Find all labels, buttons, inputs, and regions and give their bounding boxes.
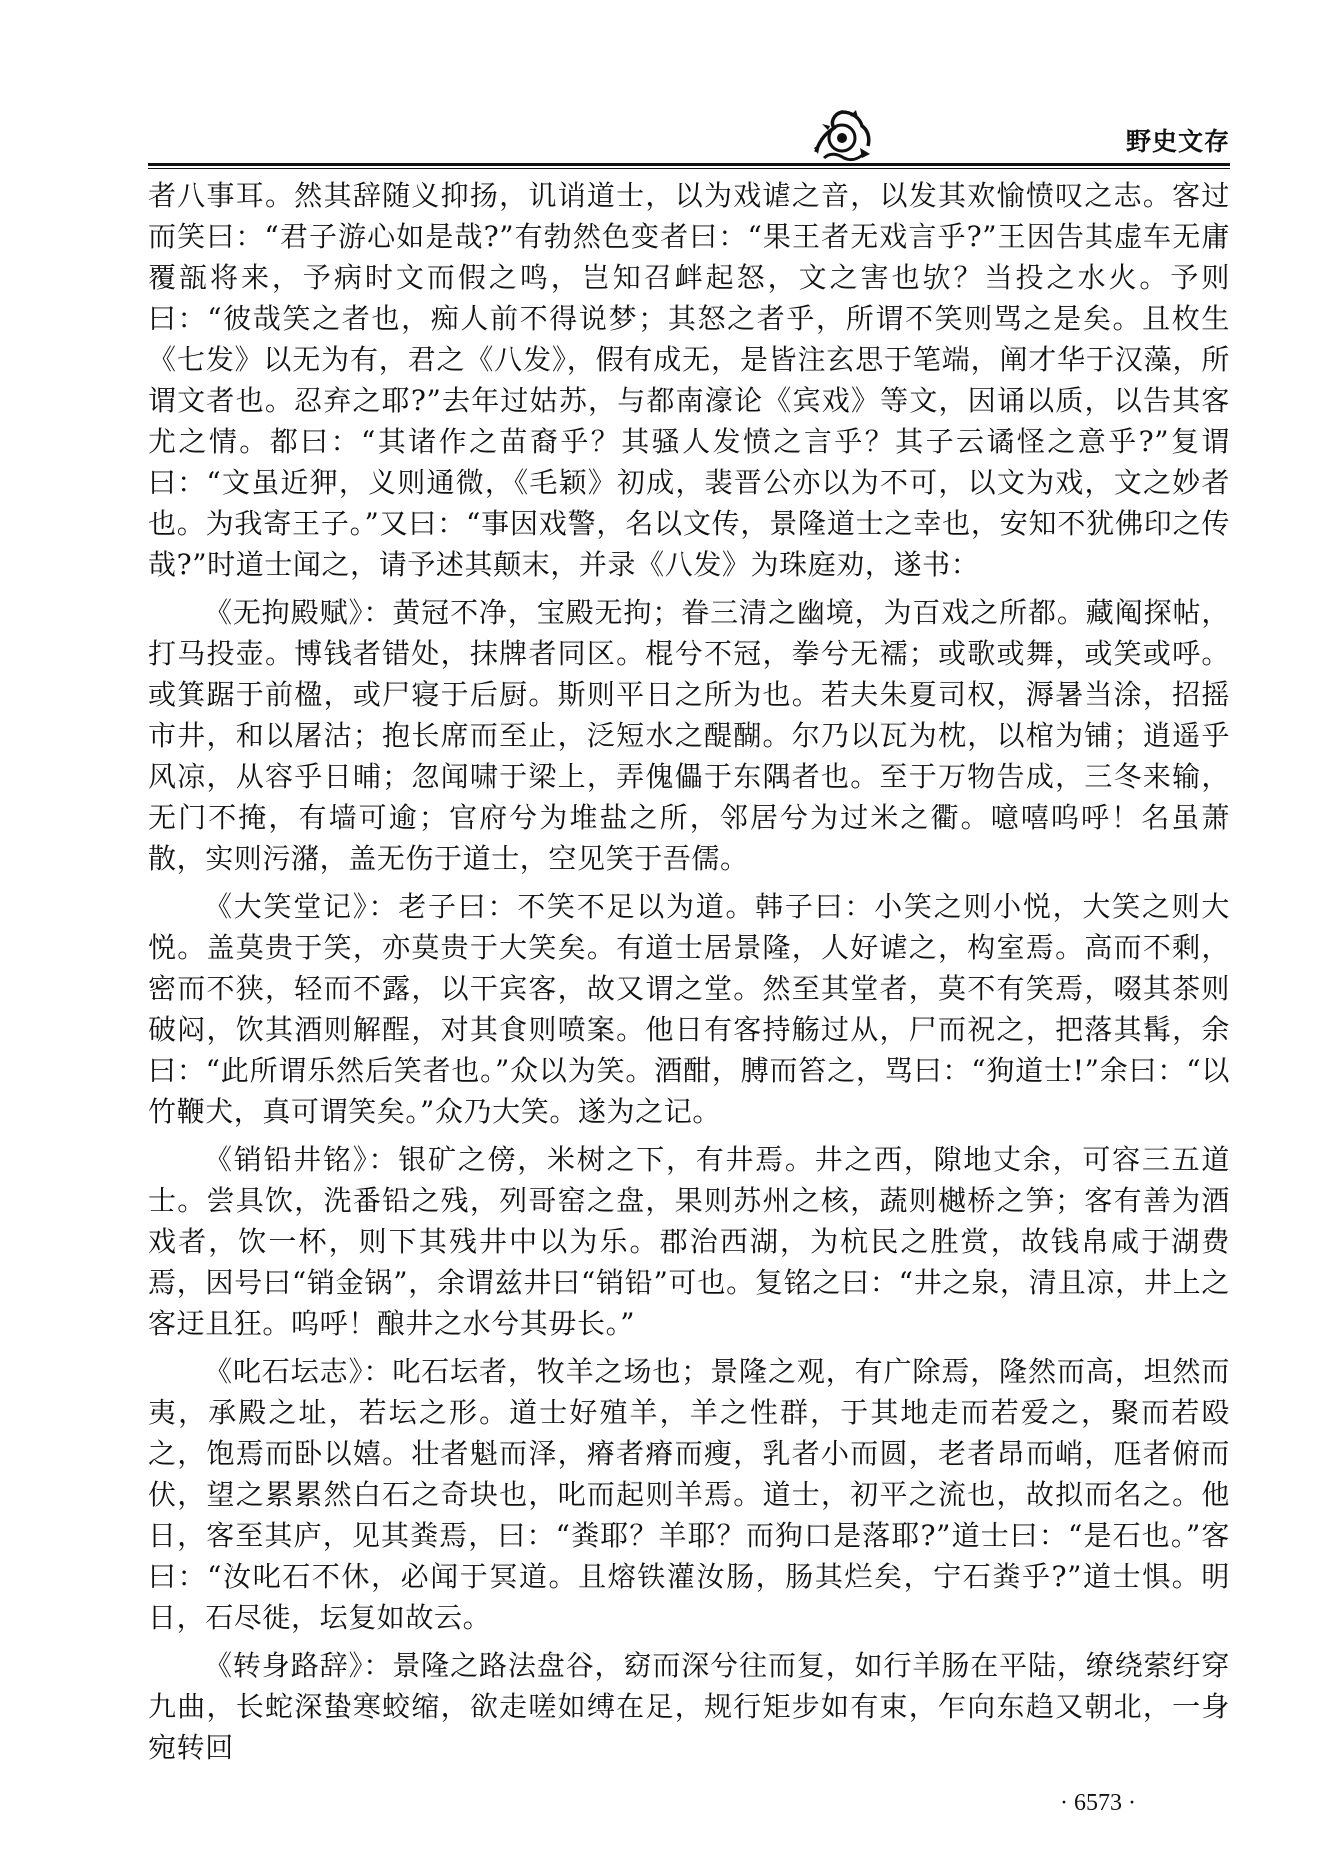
dragon-emblem-icon bbox=[810, 108, 874, 166]
paragraph-daxiao-tang-ji: 《大笑堂记》：老子曰：不笑不足以为道。韩子曰：小笑之则小悦，大笑之则大悦。盖莫贵于笑，亦莫贵于大笑矣。有道士居景隆，人好谑之，构室焉。高而不剩，密而不狭，轻而不露，以干宾客，故又谓之堂。然至其堂者，莫不有笑焉，啜其茶则破闷，饮其酒则解酲，对其食则喷案。他日有客持觞过从，尸而祝之，把落其髯，余曰：“此所谓乐然后笑者也。”众以为笑。酒酣，膊而笞之，骂曰：“狗道士!”余曰：“以竹鞭犬，真可谓笑矣。”众乃大笑。遂为之记。 bbox=[148, 890, 1230, 1128]
page-header-title: 野史文存 bbox=[1125, 127, 1230, 156]
header-divider-thick bbox=[148, 163, 1230, 166]
paragraph-continuation: 者八事耳。然其辞随义抑扬，讥诮道士，以为戏谑之音，以发其欢愉愤叹之志。客过而笑曰：“君子游心如是哉?”有勃然色变者曰：“果王者无戏言乎?”王因告其虚车无庸覆瓿将来，予病时文而假之鸣，岂知召衅起怒，文之害也欤？当投之水火。予则曰：“彼哉笑之者也，痴人前不得说梦；其怒之者乎，所谓不笑则骂之是矣。且枚生《七发》以无为有，君之《八发》，假有成无，是皆注玄思于笔端，阐才华于汉藻，所谓文者也。忍弃之耶?”去年过姑苏，与都南濠论《宾戏》等文，因诵以质，以告其客尤之情。都曰：“其诸作之苗裔乎？其骚人发愤之言乎？其子云谲怪之意乎?”复谓曰：“文虽近狎，义则通微，《毛颖》初成，裴晋公亦以为不可，以文为戏，文之妙者也。为我寄王子。”又曰：“事因戏警，名以文传，景隆道士之幸也，安知不犹佛印之传哉?”时道士闻之，请予述其颠末，并录《八发》为珠庭劝，遂书： bbox=[148, 179, 1230, 581]
paragraph-wuju-dian-fu: 《无拘殿赋》：黄冠不净，宝殿无拘；眷三清之幽境，为百戏之所都。藏阄探帖，打马投壶。博钱者错处，抹牌者同区。棍兮不冠，拳兮无襦；或歌或舞，或笑或呼。或箕踞于前楹，或尸寝于后厨。斯则平日之所为也。若夫朱夏司权，溽暑当涂，招摇市井，和以屠沽；抱长席而至止，泛短水之醍醐。尔乃以瓦为枕，以棺为铺；逍遥乎风凉，从容乎日晡；忽闻啸于梁上，弄傀儡于东隅者也。至于万物告成，三冬来输，无门不掩，有墙可逾；官府兮为堆盐之所，邻居兮为过米之衢。噫嘻呜呼！名虽萧散，实则污潴，盖无伤于道士，空见笑于吾儒。 bbox=[148, 596, 1230, 875]
header-divider-thin bbox=[148, 168, 1230, 169]
paragraph-zhuanshen-lu-ci: 《转身路辞》：景隆之路法盘谷，窈而深兮往而复，如行羊肠在平陆，缭绕萦纡穿九曲，长蛇深蛰寒蛟缩，欲走嗟如缚在足，规行矩步如有束，乍向东趋又朝北，一身宛转回 bbox=[148, 1649, 1230, 1764]
running-header bbox=[790, 108, 1230, 166]
page-number: · 6573 · bbox=[1060, 1790, 1136, 1816]
body-text bbox=[148, 175, 1230, 1775]
paragraph-xiaoqian-jing-ming: 《销铅井铭》：银矿之傍，米树之下，有井焉。井之西，隙地丈余，可容三五道士。尝具饮，洗番铅之残，列哥窑之盘，果则苏州之核，蔬则樾桥之笋；客有善为酒戏者，饮一杯，则下其残井中以为乐。郡治西湖，为杭民之胜赏，故钱帛咸于湖费焉，因号曰“销金锅”，余谓兹井曰“销铅”可也。复铭之曰：“井之泉，清且凉，井上之客迂且狂。呜呼！酿井之水兮其毋长。” bbox=[148, 1143, 1230, 1340]
paragraph-chishi-tan-zhi: 《叱石坛志》：叱石坛者，牧羊之场也；景隆之观，有广除焉，隆然而高，坦然而夷，承殿之址，若坛之形。道士好殖羊，羊之性群，于其地走而若爱之，聚而若殴之，饱焉而卧以嬉。壮者魁而泽，瘠者瘠而瘦，乳者小而圆，老者昂而峭，尫者俯而伏，望之累累然白石之奇块也，叱而起则羊焉。道士，初平之流也，故拟而名之。他日，客至其庐，见其粪焉，曰：“粪耶？羊耶？而狗口是落耶?”道士曰：“是石也。”客曰：“汝叱石不休，必闻于冥道。且熔铁灌汝肠，肠其烂矣，宁石粪乎?”道士惧。明日，石尽徙，坛复如故云。 bbox=[148, 1355, 1230, 1634]
